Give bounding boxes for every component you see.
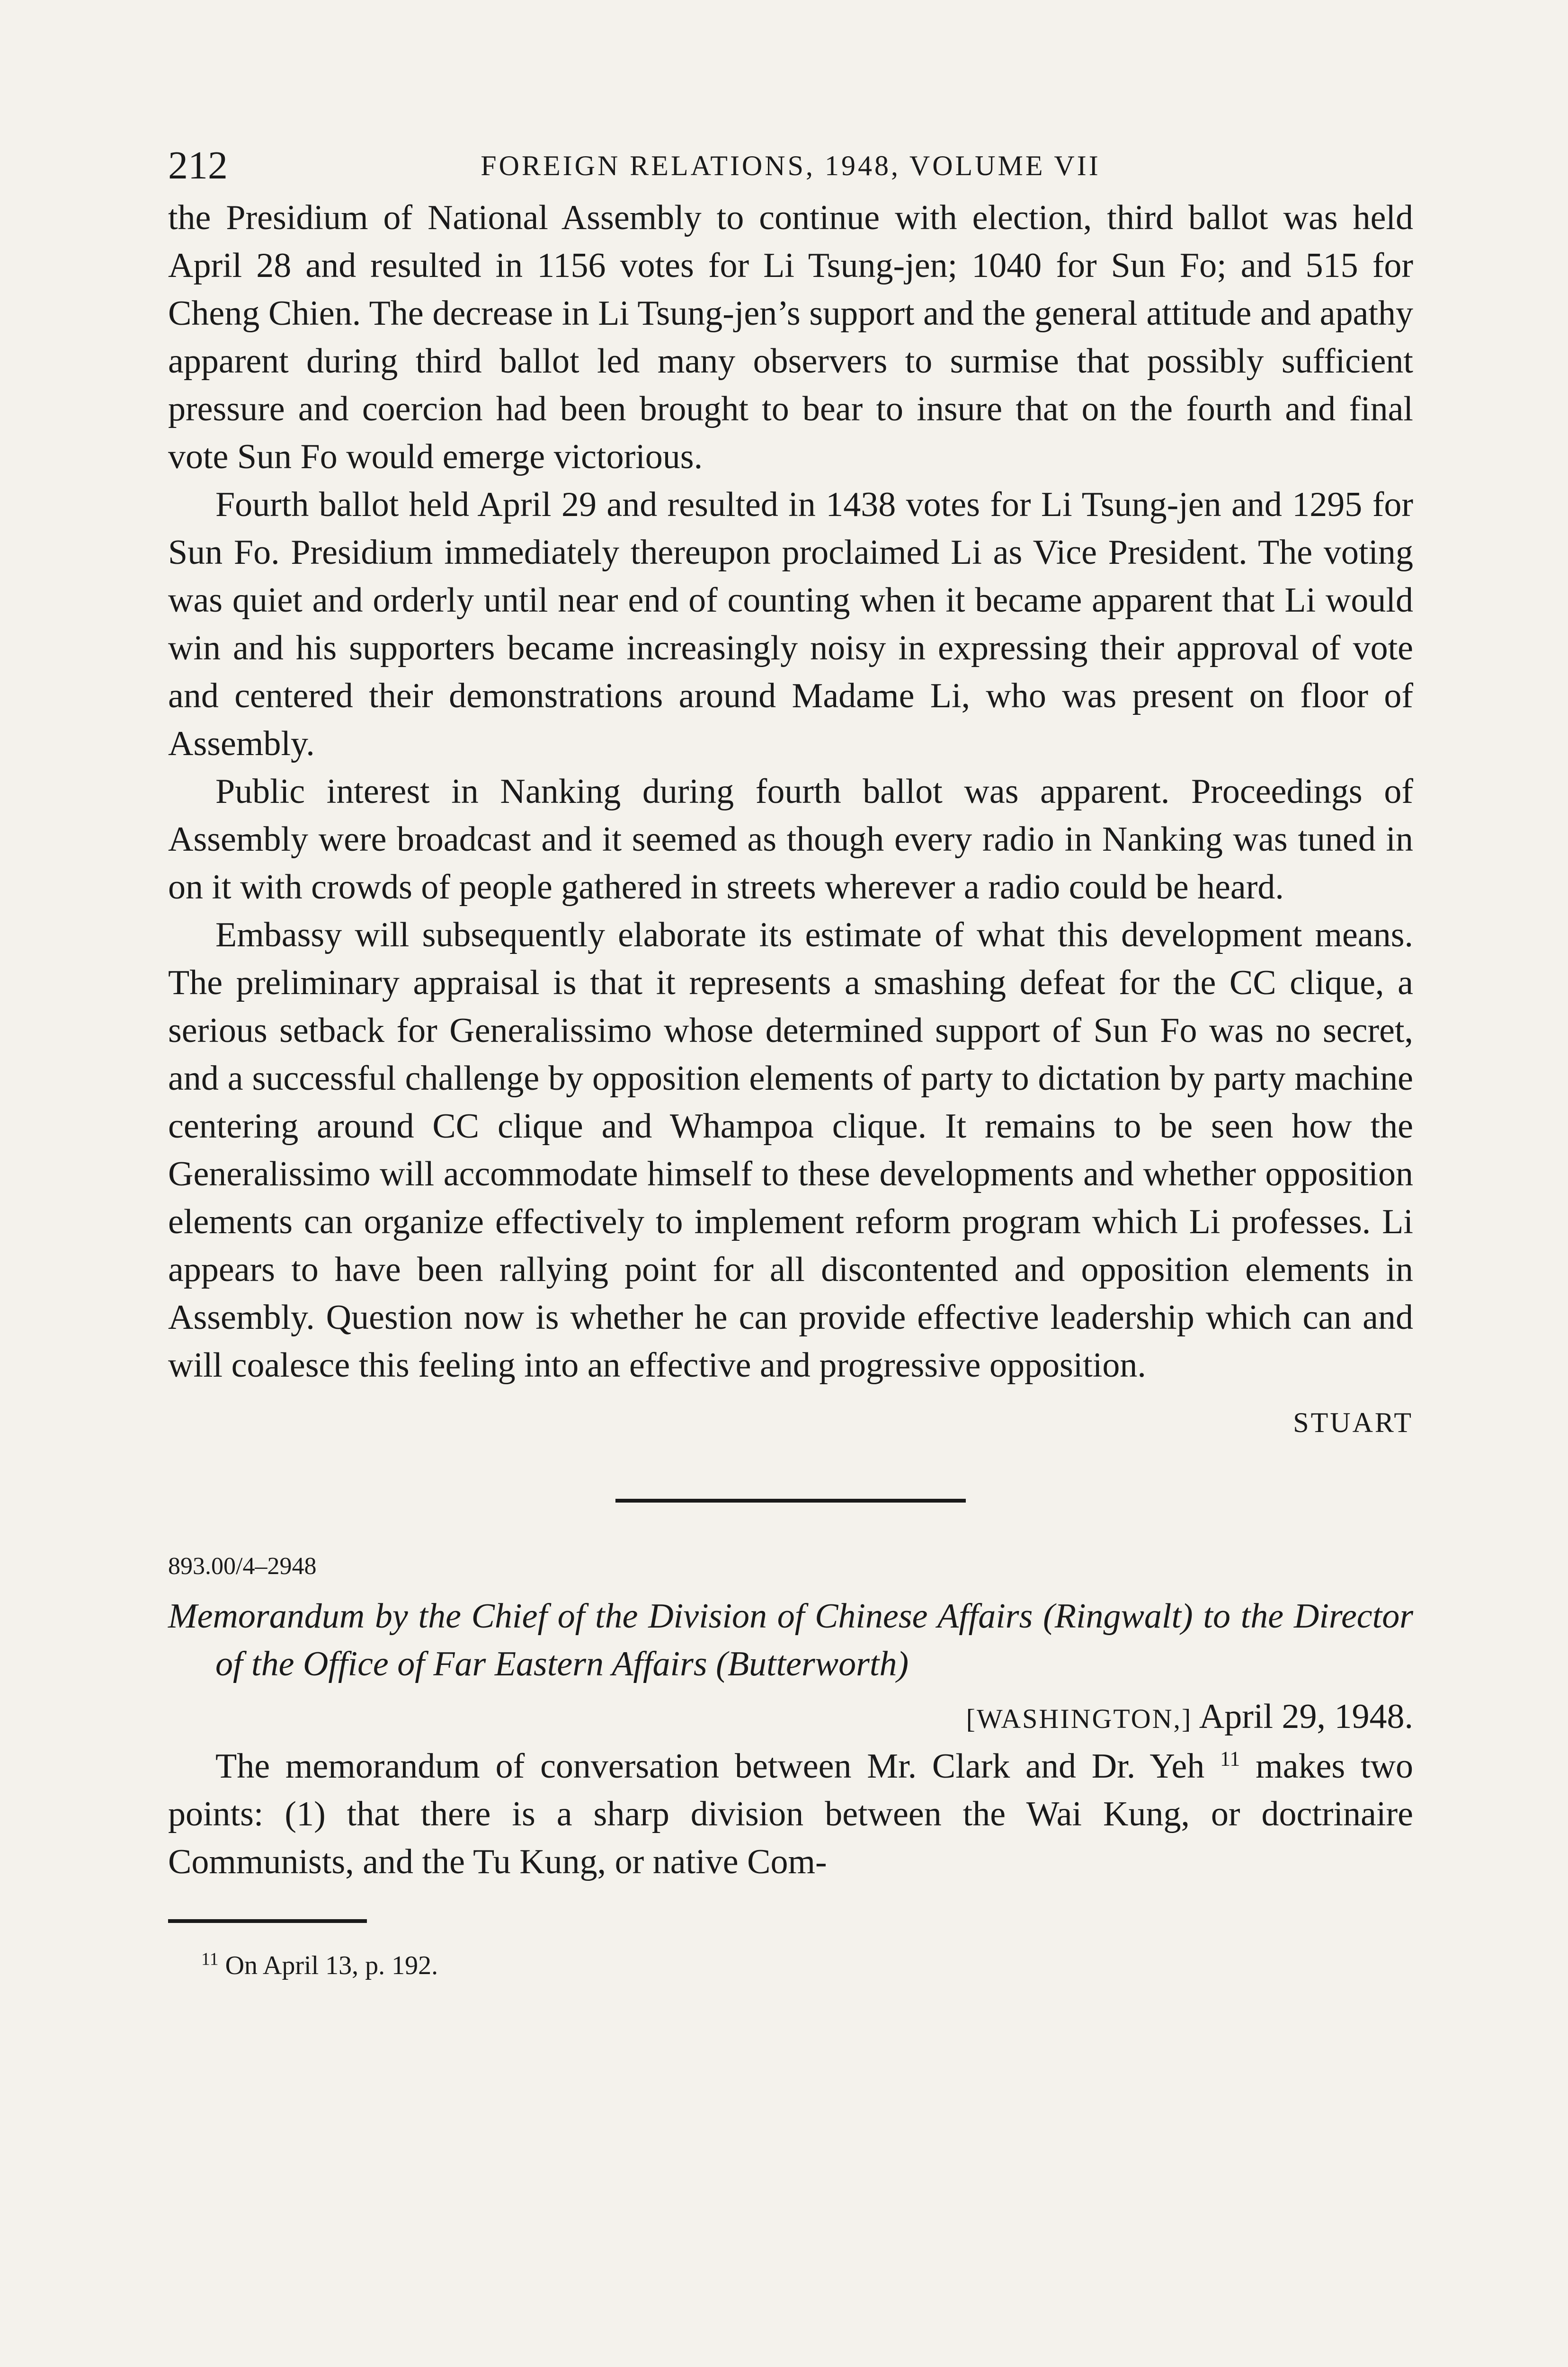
document-page: [168, 137, 1413, 1984]
signature: STUART: [1293, 1407, 1413, 1438]
paragraph-4: Embassy will subsequently elaborate its estimate of what this development means. The preliminary appraisal is that it represents a smashing defeat for the CC clique, a serious setback for Generalissimo whose determined support of Sun Fo was no secret, and a successful challenge by opposition elements of party to dictation by party machine centering around CC clique and Whampoa clique. It remains to be seen how the Generalissimo will accommodate himself to these developments and whether opposition elements can organize effectively to implement reform program which Li professes. Li appears to have been rallying point for all discontented and opposition elements in Assembly. Question now is whether he can provide effective leadership which can and will coalesce this feeling into an effective and progressive opposition.: [168, 916, 1413, 1385]
section-divider: [615, 1499, 966, 1503]
memo-body-start: The memorandum of conversation between Mr. Clark and Dr. Yeh: [215, 1747, 1205, 1786]
paragraph-3: Public interest in Nanking during fourth ballot was apparent. Proceedings of Assembly were broadcast and it seemed as though every radio in Nanking was tuned in on it with crowds of people gathered in streets wherever a radio could be heard.: [168, 772, 1413, 907]
paragraph-2: Fourth ballot held April 29 and resulted in 1438 votes for Li Tsung-jen and 1295 for Sun Fo. Presidium immediately thereupon proclaimed Li as Vice President. The voting was quiet and orderly until near end of counting when it became apparent that Li would win and his supporters became increasingly noisy in expressing their approval of vote and centered their demonstrations around Madame Li, who was present on floor of Assembly.: [168, 485, 1413, 763]
memo-body: [168, 1743, 1413, 1886]
running-head: [168, 137, 1413, 194]
footnote: [168, 1947, 1413, 1984]
footnote-number: 11: [201, 1949, 219, 1969]
memo-heading: Memorandum by the Chief of the Division of Chinese Affairs (Ringwalt) to the Director of the Office of Far Eastern Affairs (Butterworth): [168, 1597, 1413, 1683]
memo-dateline: [168, 1693, 1413, 1743]
memo-paragraph: [168, 1743, 1413, 1886]
telegram-body: [168, 194, 1413, 1389]
file-number: 893.00/4–2948: [168, 1553, 317, 1580]
footnote-text: On April 13, p. 192.: [225, 1951, 438, 1980]
page-number: 212: [168, 143, 228, 187]
memo-date: April 29, 1948.: [1199, 1697, 1413, 1736]
footnote-divider: [168, 1919, 367, 1923]
footnote-reference: 11: [1220, 1747, 1240, 1771]
paragraph-1: the Presidium of National Assembly to continue with election, third ballot was held April 28 and resulted in 1156 votes for Li Tsung-jen; 1040 for Sun Fo; and 515 for Cheng Chien. The decrease in Li Tsung-jen’s support and the general attitude and apathy apparent during third ballot led many observers to surmise that possibly sufficient pressure and coercion had been brought to bear to insure that on the fourth and final vote Sun Fo would emerge victorious.: [168, 198, 1413, 476]
memo-body-end: makes two points: (1) that there is a sharp division between the Wai Kung, or doctrinaire Communists, and the Tu Kung, or native Com-: [168, 1747, 1414, 1881]
memo-place: [WASHINGTON,]: [966, 1703, 1193, 1734]
running-title: FOREIGN RELATIONS, 1948, VOLUME VII: [481, 150, 1101, 181]
